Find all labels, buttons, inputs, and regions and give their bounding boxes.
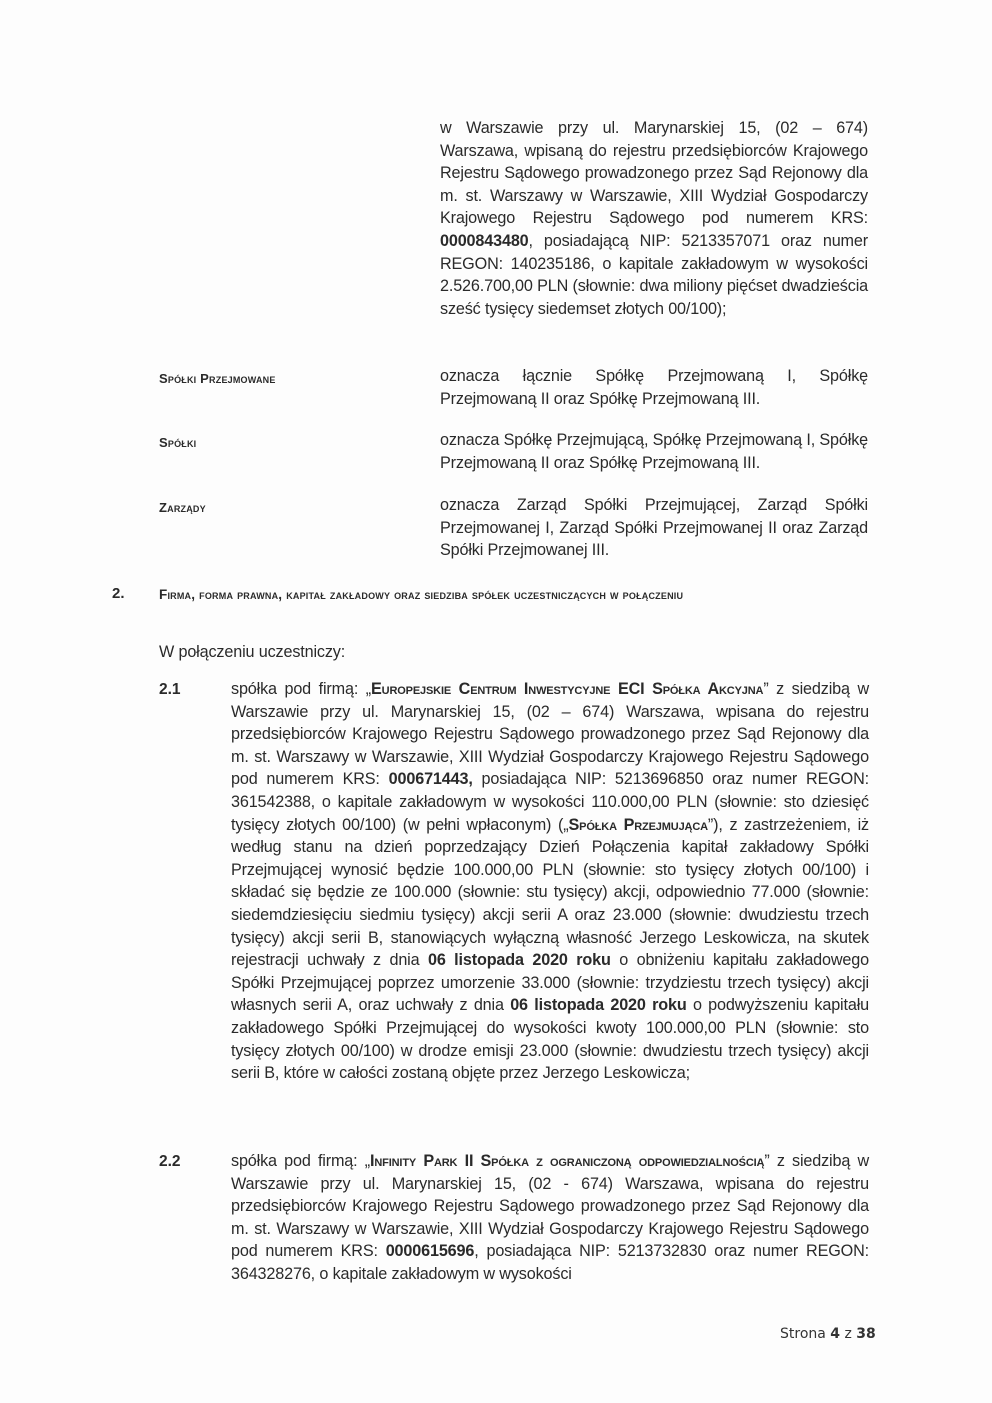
resolution-date: 06 listopada 2020 roku xyxy=(427,951,611,970)
section-number: 2. xyxy=(112,585,125,602)
defined-alias: Spółka Przejmująca xyxy=(568,815,708,834)
page-footer xyxy=(780,1326,876,1342)
text: ”), z zastrzeżeniem, iż według stanu na dzień poprzedzający Dzień Połączenia kapitał zakładowy Spółki Przejmującej wynosić będzie 100.000,00 PLN (słownie: sto tysięcy złotych 00/100) i składać się będzie ze 100.000 (słownie: stu tysięcy) akcji, odpowiednio 77.000 (słownie: siedemdziesięciu siedmiu tysięcy) akcji serii A oraz 23.000 (słownie: dwudziestu trzech tysięcy) akcji serii B, stanowiących wyłączną własność Jerzego Leskowicza, na skutek rejestracji uchwały z dnia xyxy=(231,815,869,970)
text: ” z siedzibą w Warszawie przy ul. Marynarskiej 15, (02 – 674) Warszawa, wpisana do rejestru przedsiębiorców Krajowego Rejestru Sądowego prowadzonego przez Sąd Rejonowy dla m. st. Warszawy w Warszawie, XIII Wydział Gospodarczy Krajowego Rejestru Sądowego pod numerem KRS: xyxy=(231,680,869,789)
definition-text: oznacza Spółkę Przejmującą, Spółkę Przejmowaną I, Spółkę Przejmowaną II oraz Spółkę Przejmowaną III. xyxy=(440,431,868,472)
text: o obniżeniu kapitału zakładowego Spółki Przejmującej poprzez umorzenie 33.000 (słownie: trzydziestu trzech tysięcy) akcji własnych serii A, oraz uchwały z dnia xyxy=(231,951,869,1015)
company-name: Europejskie Centrum Inwestycyjne ECI Spółka Akcyjna xyxy=(371,680,764,698)
page-number: 4 xyxy=(830,1326,841,1342)
definition-text: oznacza Zarząd Spółki Przejmującej, Zarząd Spółki Przejmowanej I, Zarząd Spółki Przejmowanej II oraz Zarząd Spółki Przejmowanej III. xyxy=(440,496,868,560)
text: spółka pod firmą: „ xyxy=(231,680,372,698)
text: Strona xyxy=(780,1326,831,1342)
company-name: Infinity Park II Spółka z ograniczoną odpowiedzialnością xyxy=(370,1152,765,1170)
krs-number: 0000843480 xyxy=(440,231,529,250)
krs-number: 0000615696 xyxy=(385,1242,475,1261)
page-total: 38 xyxy=(856,1326,876,1342)
section-intro: W połączeniu uczestniczy: xyxy=(159,643,346,661)
text: spółka pod firmą: „ xyxy=(231,1152,370,1170)
subsection-text xyxy=(231,678,869,1085)
resolution-date: 06 listopada 2020 roku xyxy=(510,996,687,1015)
text: , posiadająca NIP: 5213732830 oraz numer REGON: 364328276, o kapitale zakładowym w wysokości xyxy=(231,1242,869,1283)
subsection-number: 2.2 xyxy=(159,1153,181,1170)
subsection-text xyxy=(231,1150,869,1286)
text: w Warszawie przy ul. Marynarskiej 15, (02 – 674) Warszawa, wpisaną do rejestru przedsiębiorców Krajowego Rejestru Sądowego prowadzonego przez Sąd Rejonowy dla m. st. Warszawy w Warszawie, XIII Wydział Gospodarczy Krajowego Rejestru Sądowego pod numerem KRS: xyxy=(440,119,868,228)
text: ” z siedzibą w Warszawie przy ul. Marynarskiej 15, (02 - 674) Warszawa, wpisana do rejestru przedsiębiorców Krajowego Rejestru Sądowego prowadzonego przez Sąd Rejonowy dla m. st. Warszawy w Warszawie, XIII Wydział Gospodarczy Krajowego Rejestru Sądowego pod numerem KRS: xyxy=(231,1152,869,1261)
definition-term: Zarządy xyxy=(159,500,206,515)
continuation-paragraph xyxy=(440,117,868,320)
definition-term: Spółki xyxy=(159,435,197,450)
text: posiadająca NIP: 5213696850 oraz numer REGON: 361542388, o kapitale zakładowym w wysokości 110.000,00 PLN (słownie: sto dziesięć tysięcy złotych 00/100) (w pełni wpłaconym) („ xyxy=(231,770,869,834)
subsection-number: 2.1 xyxy=(159,681,181,698)
text: , posiadającą NIP: 5213357071 oraz numer REGON: 140235186, o kapitale zakładowym w wysokości 2.526.700,00 PLN (słownie: dwa miliony pięćset dwadzieścia sześć tysięcy siedemset złotych 00/100); xyxy=(440,231,868,318)
text: o podwyższeniu kapitału zakładowego Spółki Przejmującej do wysokości kwoty 100.000,00 PLN (słownie: sto tysięcy złotych 00/100) w drodze emisji 23.000 (słownie: dwudziestu trzech tysięcy) akcji serii B, które w całości zostaną objęte przez Jerzego Leskowicza; xyxy=(231,996,869,1083)
definition-term: Spółki Przejmowane xyxy=(159,371,276,386)
section-title: Firma, forma prawna, kapitał zakładowy oraz siedziba spółek uczestniczących w połączeniu xyxy=(159,587,684,602)
krs-number: 000671443, xyxy=(388,770,473,789)
text: z xyxy=(840,1326,857,1342)
definition-text: oznacza łącznie Spółkę Przejmowaną I, Spółkę Przejmowaną II oraz Spółkę Przejmowaną III. xyxy=(440,367,868,408)
